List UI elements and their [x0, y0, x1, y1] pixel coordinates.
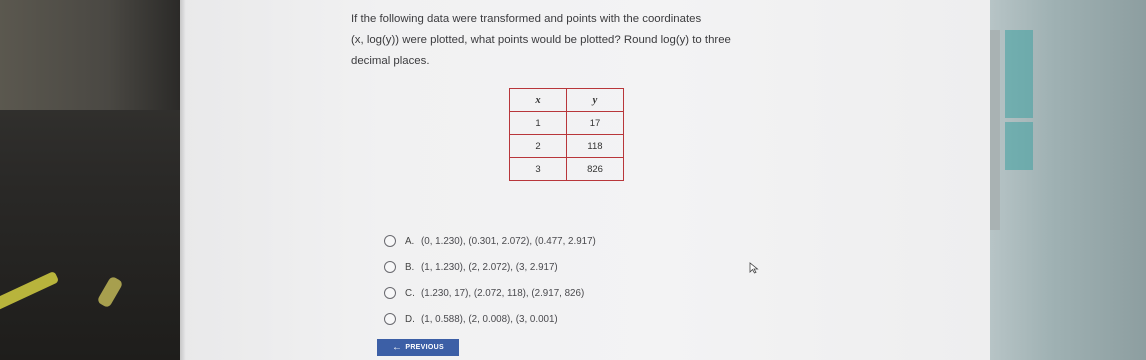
table-cell: 2	[510, 135, 567, 158]
answer-option-a[interactable]	[384, 233, 596, 249]
radio-button[interactable]	[384, 287, 396, 299]
table-cell: 118	[567, 135, 624, 158]
page-edge-shadow	[180, 0, 186, 360]
background-teal-block	[1005, 122, 1033, 170]
table-header-row	[510, 89, 624, 112]
table-cell: 17	[567, 112, 624, 135]
question-line: If the following data were transformed and points with the coordinates	[351, 13, 702, 25]
question-line: decimal places.	[351, 55, 430, 67]
question-text	[351, 9, 791, 72]
answer-option-d[interactable]	[384, 311, 558, 327]
table-row	[510, 112, 624, 135]
option-letter: B.	[405, 261, 415, 273]
option-letter: D.	[405, 313, 415, 325]
table-cell: 826	[567, 158, 624, 181]
option-text: (1.230, 17), (2.072, 118), (2.917, 826)	[421, 287, 585, 299]
option-letter: A.	[405, 235, 415, 247]
arrow-left-icon: ←	[392, 342, 403, 353]
table-row	[510, 135, 624, 158]
radio-button[interactable]	[384, 313, 396, 325]
background-teal-block	[1005, 30, 1033, 118]
table-row	[510, 158, 624, 181]
previous-button[interactable]	[377, 339, 459, 356]
radio-button[interactable]	[384, 235, 396, 247]
table-header-x: x	[510, 89, 567, 112]
option-letter: C.	[405, 287, 415, 299]
option-text: (1, 1.230), (2, 2.072), (3, 2.917)	[421, 261, 558, 273]
table-cell: 1	[510, 112, 567, 135]
answer-option-b[interactable]	[384, 259, 558, 275]
mouse-cursor-icon	[749, 262, 759, 274]
previous-button-label: PREVIOUS	[405, 344, 444, 351]
radio-button[interactable]	[384, 261, 396, 273]
table-header-y: y	[567, 89, 624, 112]
table-cell: 3	[510, 158, 567, 181]
option-text: (0, 1.230), (0.301, 2.072), (0.477, 2.917)	[421, 235, 596, 247]
option-text: (1, 0.588), (2, 0.008), (3, 0.001)	[421, 313, 558, 325]
answer-option-c[interactable]	[384, 285, 584, 301]
scrollbar[interactable]	[990, 30, 1000, 230]
question-line: (x, log(y)) were plotted, what points would be plotted? Round log(y) to three	[351, 34, 731, 46]
data-table	[509, 88, 624, 181]
background-left-glow	[0, 0, 180, 110]
